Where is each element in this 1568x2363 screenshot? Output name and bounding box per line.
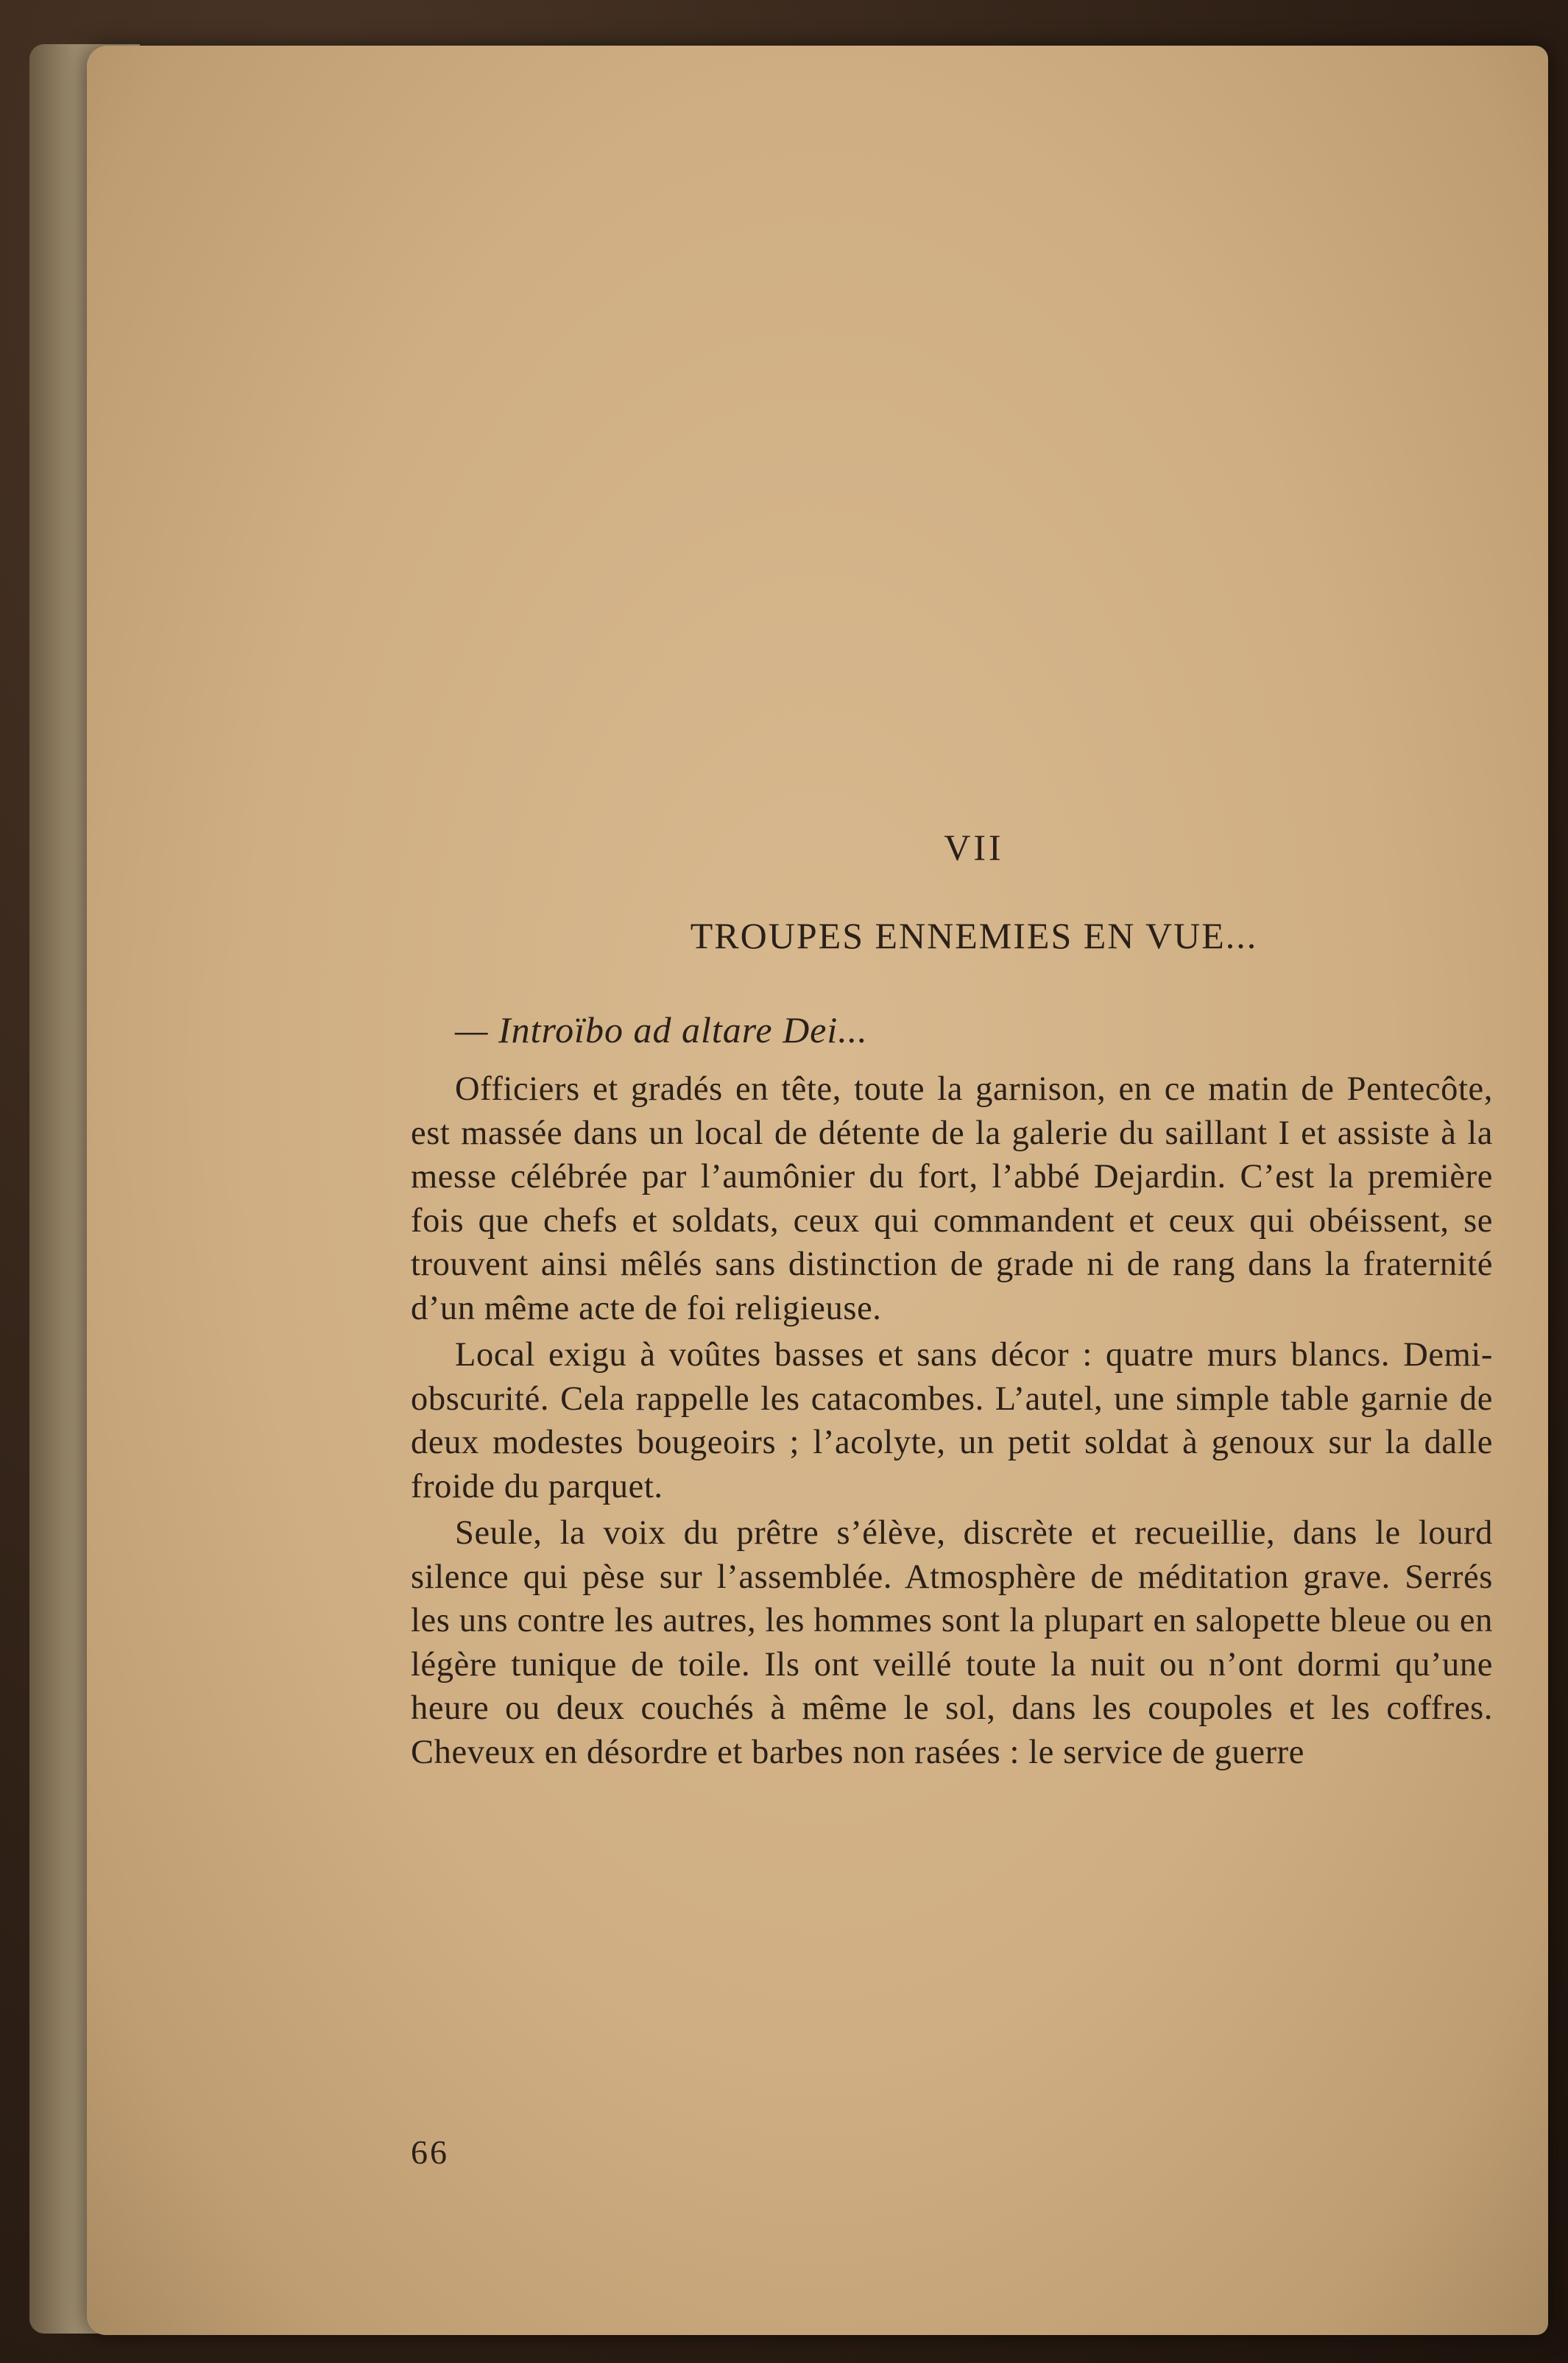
- chapter-title: TROUPES ENNEMIES EN VUE...: [690, 915, 1258, 956]
- paragraph-2: Local exigu à voûtes basses et sans décor : quatre murs blancs. Demi-obscurité. Cela rappelle les catacombes. L’autel, une simple table garnie de deux modestes bougeoirs ; l’acolyte, un petit soldat à genoux sur la dalle froide du parquet.: [411, 1336, 1493, 1505]
- paragraph-1: Officiers et gradés en tête, toute la garnison, en ce matin de Pentecôte, est massée dans un local de détente de la galerie du saillant I et assiste à la messe célébrée par l’aumônier du fort, l’abbé Dejardin. C’est la première fois que chefs et soldats, ceux qui commandent et ceux qui obéissent, se trouvent ainsi mêlés sans distinction de grade ni de rang dans la fraternité d’un même acte de foi religieuse.: [411, 1070, 1493, 1327]
- chapter-number: VII: [944, 827, 1004, 868]
- paragraph-3: Seule, la voix du prêtre s’élève, discrète et recueillie, dans le lourd silence qui pèse sur l’assemblée. Atmosphère de méditation grave. Serrés les uns contre les autres, les hommes sont la plupart en salopette bleue ou en légère tunique de toile. Ils ont veillé toute la nuit ou n’ont dormi qu’une heure ou deux couchés à même le sol, dans les coupoles et les coffres. Cheveux en désordre et barbes non rasées : le service de guerre: [411, 1514, 1493, 1771]
- page-number: 66: [411, 2133, 449, 2171]
- page-text-block: [411, 826, 1493, 1777]
- epigraph: — Introïbo ad altare Dei...: [455, 1009, 868, 1050]
- book-page: [87, 46, 1548, 2335]
